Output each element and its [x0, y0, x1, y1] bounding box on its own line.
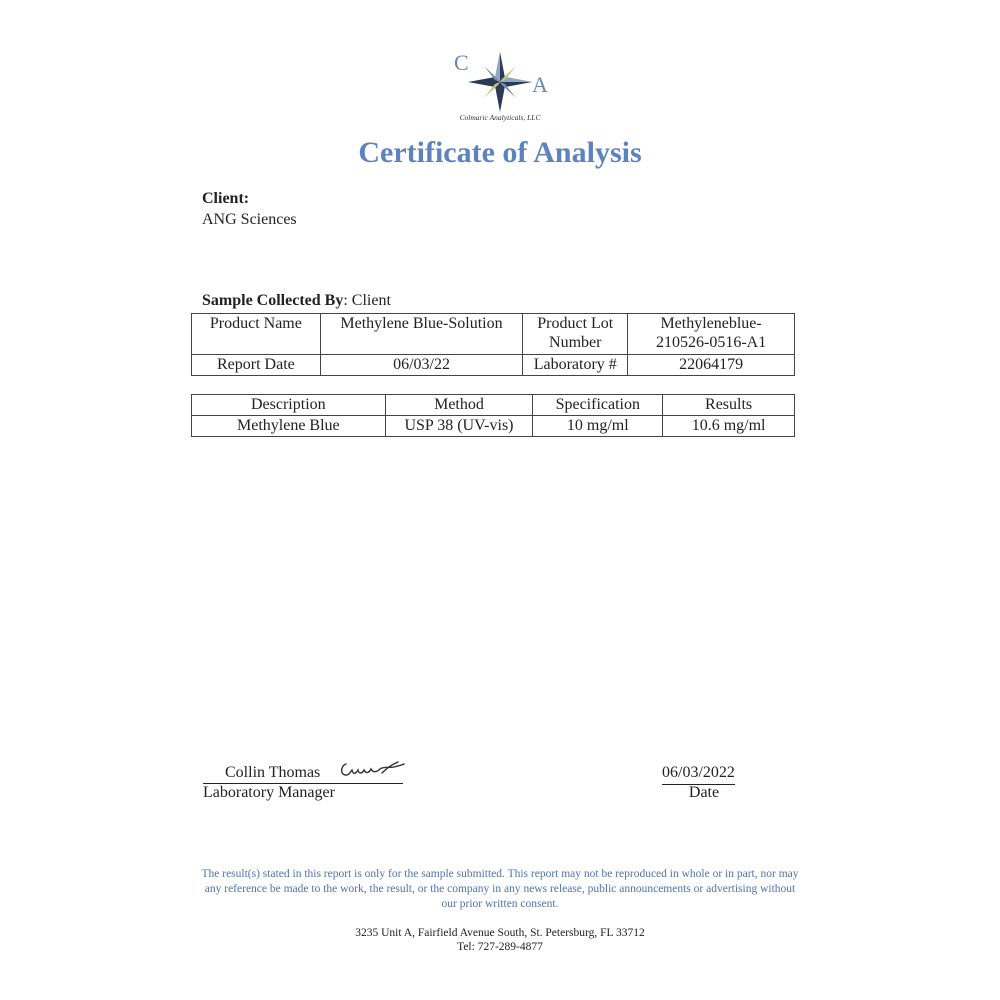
signature-date: 06/03/2022	[662, 764, 735, 785]
sample-collected-label: Sample Collected By	[202, 292, 344, 309]
laboratory-number-label: Laboratory #	[523, 355, 628, 376]
header-description: Description	[192, 395, 386, 416]
lot-number-value	[628, 314, 795, 355]
cell-specification: 10 mg/ml	[533, 416, 663, 437]
header-method: Method	[385, 395, 533, 416]
product-info-table	[191, 313, 795, 376]
lot-label-line2: Number	[549, 334, 602, 351]
signer-name: Collin Thomas	[203, 764, 403, 784]
page-title: Certificate of Analysis	[358, 136, 642, 169]
cell-description: Methylene Blue	[192, 416, 386, 437]
sample-collected-by	[202, 292, 391, 310]
sample-collected-value: : Client	[343, 292, 391, 309]
product-name-value: Methylene Blue-Solution	[320, 314, 523, 355]
compass-star-icon	[440, 48, 560, 124]
handwritten-signature	[338, 758, 408, 782]
lot-label-line1: Product Lot	[537, 315, 614, 332]
laboratory-number-value: 22064179	[628, 355, 795, 376]
lot-value-line1: Methyleneblue-	[660, 315, 762, 332]
svg-text:A: A	[532, 72, 548, 97]
report-date-value: 06/03/22	[320, 355, 523, 376]
lot-number-label	[523, 314, 628, 355]
disclaimer-text: The result(s) stated in this report is only for the sample submitted. This report may not be reproduced in whole or in part, nor may any reference be made to the work, the result, or the company in any news release, public announcements or advertising without our prior written consent.	[201, 868, 799, 910]
table-row	[192, 416, 795, 437]
svg-text:C: C	[454, 50, 469, 75]
results-table	[191, 394, 795, 437]
lab-address: 3235 Unit A, Fairfield Avenue South, St. Petersburg, FL 33712	[355, 927, 645, 939]
product-name-label: Product Name	[192, 314, 321, 355]
svg-text:Colmaric Analyticals, LLC: Colmaric Analyticals, LLC	[459, 113, 541, 122]
client-name: ANG Sciences	[202, 211, 297, 228]
cell-result: 10.6 mg/ml	[663, 416, 795, 437]
cell-method: USP 38 (UV-vis)	[385, 416, 533, 437]
header-results: Results	[663, 395, 795, 416]
report-date-label: Report Date	[192, 355, 321, 376]
client-label: Client:	[202, 190, 250, 207]
header-specification: Specification	[533, 395, 663, 416]
company-logo	[440, 48, 560, 124]
lab-phone: Tel: 727-289-4877	[457, 941, 543, 953]
lot-value-line2: 210526-0516-A1	[655, 334, 767, 351]
signer-role: Laboratory Manager	[203, 784, 335, 801]
date-label: Date	[688, 784, 720, 801]
